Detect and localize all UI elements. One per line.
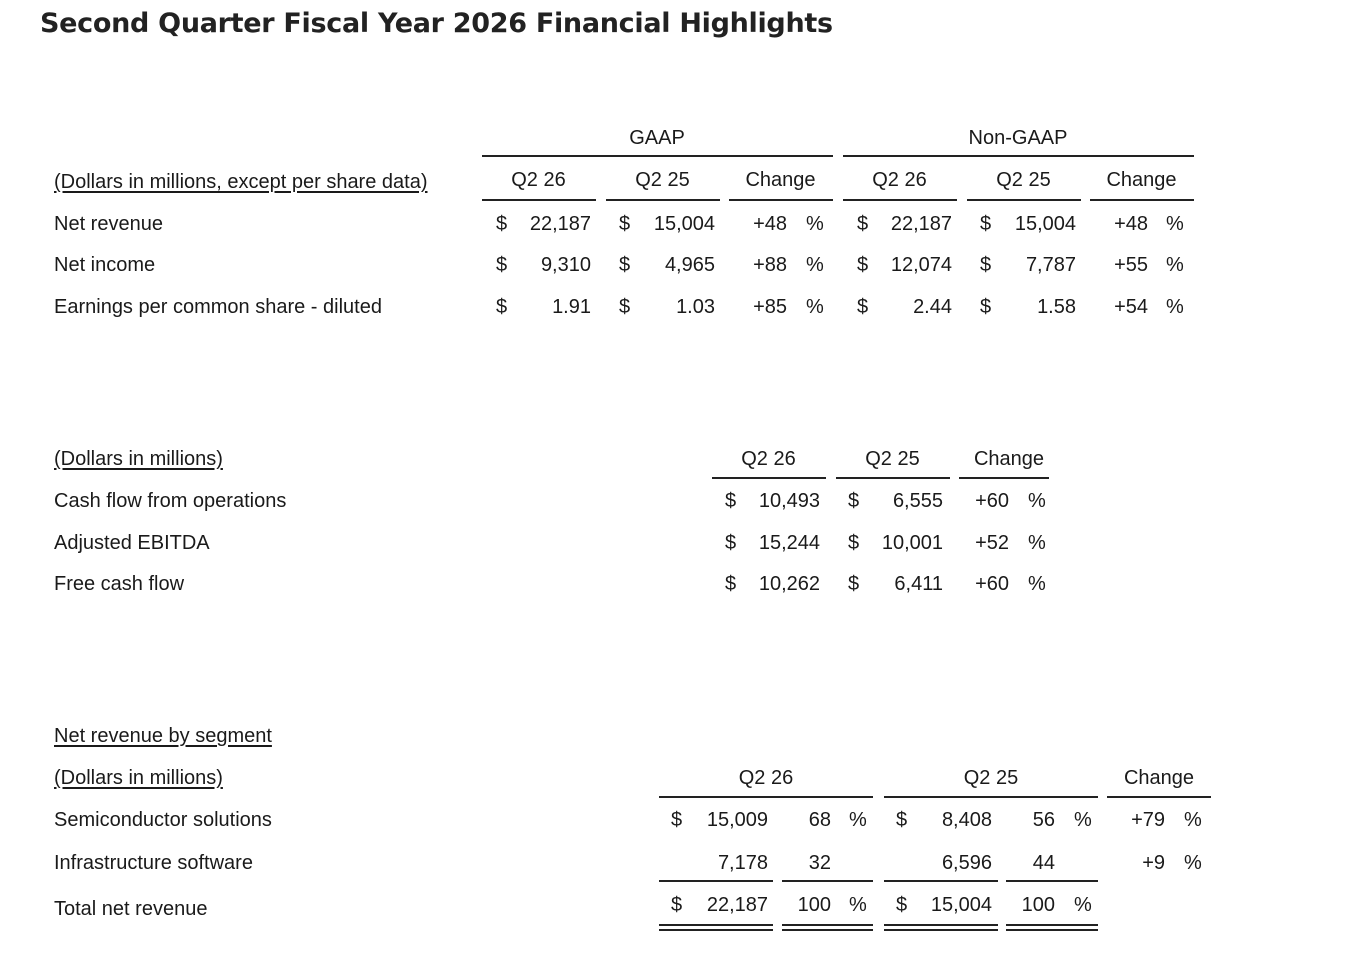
row-label: Total net revenue bbox=[54, 898, 208, 920]
row-label: Earnings per common share - diluted bbox=[54, 296, 382, 318]
page-title: Second Quarter Fiscal Year 2026 Financial Highlights bbox=[40, 8, 833, 39]
dollar-sign: $ bbox=[980, 213, 992, 235]
group-header-nongaap: Non-GAAP bbox=[968, 127, 1068, 149]
header-rule bbox=[482, 199, 596, 201]
subtotal-rule bbox=[782, 880, 873, 882]
gaap-q225-value: 15,004 bbox=[653, 213, 715, 235]
row-label: Semiconductor solutions bbox=[54, 809, 272, 831]
row-label: Free cash flow bbox=[54, 573, 185, 595]
q226-value: 15,244 bbox=[758, 532, 820, 554]
nongaap-q225-value: 1.58 bbox=[1037, 296, 1076, 318]
q225-value: 6,555 bbox=[892, 490, 943, 512]
dollar-sign: $ bbox=[896, 809, 908, 831]
change-value: +79 bbox=[1131, 809, 1165, 831]
change-value: +60 bbox=[975, 490, 1009, 512]
col-header-nongaap-q225: Q2 25 bbox=[996, 169, 1051, 191]
q225-value: 6,596 bbox=[941, 852, 992, 874]
dollar-sign: $ bbox=[725, 532, 737, 554]
dollar-sign: $ bbox=[980, 254, 992, 276]
row-label: Net income bbox=[54, 254, 156, 276]
q225-percent-value: 56 bbox=[1032, 809, 1055, 831]
percent-sign: % bbox=[806, 254, 824, 276]
col-header-gaap-q225: Q2 25 bbox=[635, 169, 690, 191]
gaap-change-value: +88 bbox=[753, 254, 787, 276]
q225-value: 6,411 bbox=[894, 573, 943, 595]
dollar-sign: $ bbox=[848, 573, 860, 595]
nongaap-change-value: +54 bbox=[1114, 296, 1148, 318]
total-double-rule bbox=[884, 924, 998, 931]
nongaap-q226-value: 12,074 bbox=[890, 254, 952, 276]
percent-sign: % bbox=[849, 809, 867, 831]
q226-percent-value: 68 bbox=[808, 809, 831, 831]
row-label: Adjusted EBITDA bbox=[54, 532, 210, 554]
table-caption: (Dollars in millions) bbox=[54, 448, 223, 470]
dollar-sign: $ bbox=[496, 254, 508, 276]
q225-value: 10,001 bbox=[881, 532, 943, 554]
col-header-q226: Q2 26 bbox=[738, 767, 794, 789]
dollar-sign: $ bbox=[896, 894, 908, 916]
col-header-change: Change bbox=[973, 448, 1045, 470]
q226-percent-value: 100 bbox=[797, 894, 831, 916]
percent-sign: % bbox=[1028, 573, 1046, 595]
change-value: +52 bbox=[975, 532, 1009, 554]
col-header-nongaap-q226: Q2 26 bbox=[872, 169, 927, 191]
total-double-rule bbox=[1006, 924, 1098, 931]
nongaap-change-value: +48 bbox=[1114, 213, 1148, 235]
header-rule bbox=[967, 199, 1081, 201]
group-rule-gaap bbox=[482, 155, 833, 157]
col-header-q225: Q2 25 bbox=[963, 767, 1019, 789]
col-header-nongaap-change: Change bbox=[1106, 169, 1177, 191]
header-rule bbox=[884, 796, 1098, 798]
header-rule bbox=[959, 477, 1049, 479]
q226-value: 15,009 bbox=[706, 809, 768, 831]
col-header-q226: Q2 26 bbox=[741, 448, 796, 470]
table-caption: (Dollars in millions, except per share data) bbox=[54, 171, 428, 193]
section-heading: Net revenue by segment bbox=[54, 725, 272, 747]
group-header-gaap: GAAP bbox=[629, 127, 685, 149]
header-rule bbox=[606, 199, 720, 201]
gaap-q226-value: 22,187 bbox=[529, 213, 591, 235]
subtotal-rule bbox=[1006, 880, 1098, 882]
dollar-sign: $ bbox=[725, 490, 737, 512]
dollar-sign: $ bbox=[857, 254, 869, 276]
dollar-sign: $ bbox=[619, 213, 631, 235]
percent-sign: % bbox=[1166, 296, 1184, 318]
row-label: Net revenue bbox=[54, 213, 163, 235]
col-header-change: Change bbox=[1123, 767, 1195, 789]
q225-value: 15,004 bbox=[930, 894, 992, 916]
nongaap-change-value: +55 bbox=[1114, 254, 1148, 276]
percent-sign: % bbox=[1166, 254, 1184, 276]
header-rule bbox=[843, 199, 957, 201]
dollar-sign: $ bbox=[980, 296, 992, 318]
gaap-q225-value: 1.03 bbox=[676, 296, 715, 318]
group-rule-nongaap bbox=[843, 155, 1194, 157]
header-rule bbox=[729, 199, 833, 201]
q225-percent-value: 44 bbox=[1032, 852, 1055, 874]
col-header-q225: Q2 25 bbox=[865, 448, 920, 470]
percent-sign: % bbox=[1028, 490, 1046, 512]
nongaap-q225-value: 15,004 bbox=[1014, 213, 1076, 235]
dollar-sign: $ bbox=[848, 532, 860, 554]
subtotal-rule bbox=[659, 880, 773, 882]
percent-sign: % bbox=[1074, 894, 1092, 916]
dollar-sign: $ bbox=[619, 254, 631, 276]
total-double-rule bbox=[782, 924, 873, 931]
col-header-gaap-change: Change bbox=[745, 169, 816, 191]
change-value: +9 bbox=[1142, 852, 1165, 874]
nongaap-q226-value: 2.44 bbox=[913, 296, 952, 318]
dollar-sign: $ bbox=[671, 894, 683, 916]
percent-sign: % bbox=[1184, 809, 1202, 831]
subtotal-rule bbox=[884, 880, 998, 882]
col-header-gaap-q226: Q2 26 bbox=[511, 169, 566, 191]
row-label: Infrastructure software bbox=[54, 852, 253, 874]
q225-value: 8,408 bbox=[941, 809, 992, 831]
gaap-q226-value: 1.91 bbox=[552, 296, 591, 318]
nongaap-q225-value: 7,787 bbox=[1025, 254, 1076, 276]
dollar-sign: $ bbox=[848, 490, 860, 512]
gaap-change-value: +48 bbox=[753, 213, 787, 235]
dollar-sign: $ bbox=[671, 809, 683, 831]
dollar-sign: $ bbox=[619, 296, 631, 318]
q226-value: 10,262 bbox=[758, 573, 820, 595]
q226-value: 7,178 bbox=[717, 852, 768, 874]
percent-sign: % bbox=[849, 894, 867, 916]
header-rule bbox=[836, 477, 950, 479]
row-label: Cash flow from operations bbox=[54, 490, 287, 512]
header-rule bbox=[712, 477, 826, 479]
change-value: +60 bbox=[975, 573, 1009, 595]
q226-value: 22,187 bbox=[706, 894, 768, 916]
percent-sign: % bbox=[1166, 213, 1184, 235]
q226-value: 10,493 bbox=[758, 490, 820, 512]
table-caption: (Dollars in millions) bbox=[54, 767, 223, 789]
percent-sign: % bbox=[1184, 852, 1202, 874]
gaap-change-value: +85 bbox=[753, 296, 787, 318]
gaap-q226-value: 9,310 bbox=[540, 254, 591, 276]
q225-percent-value: 100 bbox=[1021, 894, 1055, 916]
gaap-q225-value: 4,965 bbox=[664, 254, 715, 276]
percent-sign: % bbox=[1074, 809, 1092, 831]
header-rule bbox=[1090, 199, 1194, 201]
nongaap-q226-value: 22,187 bbox=[890, 213, 952, 235]
percent-sign: % bbox=[806, 296, 824, 318]
header-rule bbox=[1107, 796, 1211, 798]
dollar-sign: $ bbox=[725, 573, 737, 595]
total-double-rule bbox=[659, 924, 773, 931]
dollar-sign: $ bbox=[857, 296, 869, 318]
dollar-sign: $ bbox=[857, 213, 869, 235]
header-rule bbox=[659, 796, 873, 798]
dollar-sign: $ bbox=[496, 213, 508, 235]
percent-sign: % bbox=[806, 213, 824, 235]
dollar-sign: $ bbox=[496, 296, 508, 318]
percent-sign: % bbox=[1028, 532, 1046, 554]
q226-percent-value: 32 bbox=[808, 852, 831, 874]
